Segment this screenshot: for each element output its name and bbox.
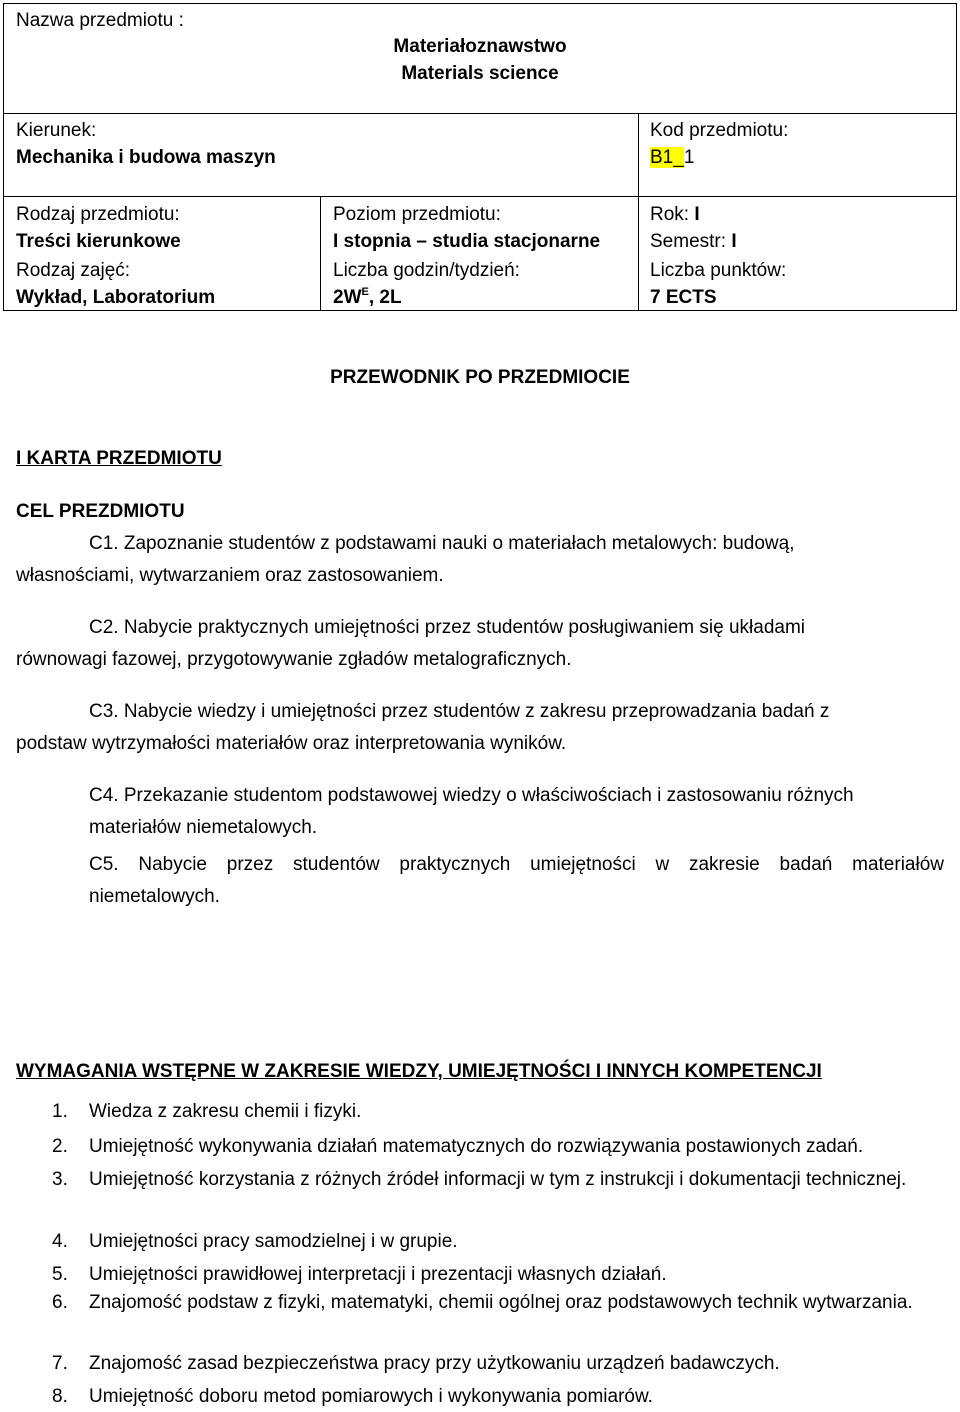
table-border-row1 <box>3 113 957 114</box>
level-value: I stopnia – studia stacjonarne <box>333 231 601 252</box>
subject-name-pl: Materiałoznawstwo <box>393 36 567 57</box>
goal-c5-line1: C5. Nabycie przez studentów praktycznych umiejętności w zakresie badań materiałów <box>89 854 944 875</box>
goal-c3-line2: podstaw wytrzymałości materiałów oraz interpretowania wyników. <box>16 733 567 754</box>
list-item-text: Znajomość podstaw z fizyki, matematyki, chemii ogólnej oraz podstawowych technik wytwarzania. <box>89 1292 913 1313</box>
list-item-text: Umiejętność doboru metod pomiarowych i wykonywania pomiarów. <box>89 1386 653 1407</box>
table-border-col1 <box>320 196 321 311</box>
table-border-top <box>3 3 957 4</box>
goal-c2-line1: C2. Nabycie praktycznych umiejętności przez studentów posługiwaniem się układami <box>89 617 805 638</box>
list-item-text: Umiejętności prawidłowej interpretacji i prezentacji własnych działań. <box>89 1264 667 1285</box>
year-line <box>650 201 700 228</box>
card-title: I KARTA PRZEDMIOTU <box>16 448 222 469</box>
requirements-heading: WYMAGANIA WSTĘPNE W ZAKRESIE WIEDZY, UMIEJĘTNOŚCI I INNYCH KOMPETENCJI <box>16 1061 822 1082</box>
code-value <box>650 144 694 171</box>
list-item-text: Umiejętności pracy samodzielnej i w grupie. <box>89 1231 458 1252</box>
class-type-value: Wykład, Laboratorium <box>16 287 216 308</box>
list-item-number: 1. <box>52 1101 68 1122</box>
type-value: Treści kierunkowe <box>16 231 181 252</box>
list-item-number: 3. <box>52 1169 68 1190</box>
list-item-number: 4. <box>52 1231 68 1252</box>
list-item-text: Umiejętność korzystania z różnych źródeł informacji w tym z instrukcji i dokumentacji technicznej. <box>89 1169 907 1190</box>
list-item-number: 8. <box>52 1386 68 1407</box>
code-highlight: B1_ <box>650 147 684 168</box>
hours-value-main: 2W <box>333 287 362 308</box>
list-item-text: Znajomość zasad bezpieczeństwa pracy przy użytkowaniu urządzeń badawczych. <box>89 1353 780 1374</box>
goal-c4-line2: materiałów niemetalowych. <box>89 817 318 838</box>
list-item-number: 5. <box>52 1264 68 1285</box>
year-value-2: I <box>694 204 700 225</box>
type-label: Rodzaj przedmiotu: <box>16 204 180 225</box>
list-item-text: Umiejętność wykonywania działań matematycznych do rozwiązywania postawionych zadań. <box>89 1136 864 1157</box>
guide-title: PRZEWODNIK PO PRZEDMIOCIE <box>330 367 630 388</box>
semester-value: I <box>731 231 737 252</box>
list-item-number: 2. <box>52 1136 68 1157</box>
list-item-text: Wiedza z zakresu chemii i fizyki. <box>89 1101 362 1122</box>
goal-c2-line2: równowagi fazowej, przygotowywanie zgładów metalograficznych. <box>16 649 572 670</box>
table-border-row2 <box>3 196 957 197</box>
subject-info-table <box>0 0 960 320</box>
goal-c1-line2: własnościami, wytwarzaniem oraz zastosowaniem. <box>16 565 444 586</box>
goal-heading: CEL PREZDMIOTU <box>16 501 185 522</box>
level-label: Poziom przedmiotu: <box>333 204 501 225</box>
hours-value <box>333 284 402 311</box>
table-border-col2 <box>638 113 639 311</box>
subject-name-en: Materials science <box>401 63 559 84</box>
hours-value-rest: , 2L <box>368 287 402 308</box>
goal-c1-line1: C1. Zapoznanie studentów z podstawami nauki o materiałach metalowych: budową, <box>89 533 795 554</box>
points-label: Liczba punktów: <box>650 260 787 281</box>
hours-value-sup: E <box>361 286 369 298</box>
code-rest: 1 <box>683 147 695 168</box>
hours-label: Liczba godzin/tydzień: <box>333 260 520 281</box>
class-type-label: Rodzaj zajęć: <box>16 260 131 281</box>
field-label: Kierunek: <box>16 120 97 141</box>
field-value: Mechanika i budowa maszyn <box>16 147 276 168</box>
subject-label: Nazwa przedmiotu : <box>16 10 184 31</box>
list-item-number: 6. <box>52 1292 68 1313</box>
points-value: 7 ECTS <box>650 287 717 308</box>
goal-c4-line1: C4. Przekazanie studentom podstawowej wiedzy o właściwościach i zastosowaniu różnych <box>89 785 854 806</box>
goal-c5-line2: niemetalowych. <box>89 886 220 907</box>
code-label: Kod przedmiotu: <box>650 120 789 141</box>
year-label-2: Rok: <box>650 204 690 225</box>
semester-line <box>650 228 737 255</box>
list-item-number: 7. <box>52 1353 68 1374</box>
goal-c3-line1: C3. Nabycie wiedzy i umiejętności przez studentów z zakresu przeprowadzania badań z <box>89 701 830 722</box>
semester-label: Semestr: <box>650 231 727 252</box>
